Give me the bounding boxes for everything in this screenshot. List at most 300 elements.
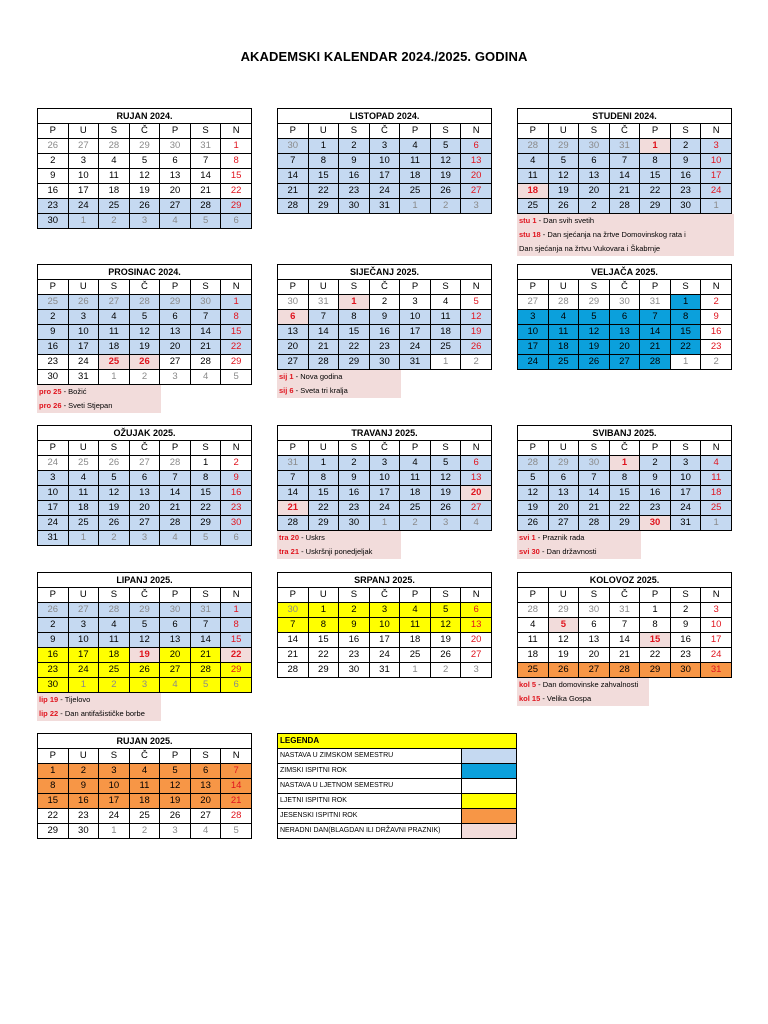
day-cell: 12 [129, 633, 160, 648]
day-cell: 14 [221, 779, 252, 794]
day-cell: 3 [518, 310, 549, 325]
day-cell: 27 [461, 184, 492, 199]
day-cell: 4 [400, 603, 431, 618]
weekday-header: S [579, 124, 610, 139]
weekday-header: P [278, 588, 309, 603]
day-cell: 12 [548, 633, 579, 648]
day-cell: 25 [129, 809, 160, 824]
month-title: PROSINAC 2024. [38, 265, 252, 280]
weekday-header: U [68, 749, 99, 764]
day-cell: 10 [369, 154, 400, 169]
day-cell: 16 [221, 486, 252, 501]
day-cell: 24 [701, 184, 732, 199]
day-cell: 4 [400, 456, 431, 471]
day-cell: 27 [99, 295, 130, 310]
day-cell: 1 [640, 603, 671, 618]
day-cell: 2 [129, 370, 160, 385]
weekday-header: P [160, 588, 191, 603]
day-cell: 22 [221, 340, 252, 355]
day-cell: 4 [190, 370, 221, 385]
legend-swatch [461, 749, 516, 764]
day-cell: 27 [609, 355, 640, 370]
legend [277, 733, 517, 839]
day-cell: 17 [369, 169, 400, 184]
day-cell: 7 [609, 618, 640, 633]
day-cell: 25 [99, 355, 130, 370]
day-cell: 10 [68, 325, 99, 340]
day-cell: 8 [339, 310, 370, 325]
day-cell: 28 [278, 516, 309, 531]
day-cell: 30 [670, 199, 701, 214]
day-cell: 28 [308, 355, 339, 370]
weekday-header: P [278, 280, 309, 295]
holiday-note [517, 692, 649, 706]
day-cell: 31 [369, 199, 400, 214]
day-cell: 30 [339, 516, 370, 531]
weekday-header: U [68, 280, 99, 295]
holiday-name: - Sveti Stjepan [61, 401, 113, 410]
day-cell: 9 [221, 471, 252, 486]
weekday-header: Č [369, 441, 400, 456]
day-cell: 26 [99, 456, 130, 471]
day-cell: 23 [640, 501, 671, 516]
day-cell: 30 [221, 516, 252, 531]
weekday-header: P [640, 441, 671, 456]
weekday-header: N [701, 441, 732, 456]
weekday-header: S [339, 441, 370, 456]
day-cell: 31 [609, 603, 640, 618]
day-cell: 2 [640, 456, 671, 471]
holiday-date: lip 22 [39, 709, 59, 718]
day-cell: 1 [670, 355, 701, 370]
day-cell: 11 [400, 618, 431, 633]
day-cell: 2 [38, 310, 69, 325]
day-cell: 2 [430, 199, 461, 214]
weekday-header: Č [129, 441, 160, 456]
day-cell: 2 [38, 618, 69, 633]
day-cell: 30 [38, 214, 69, 229]
holiday-date: pro 26 [39, 401, 62, 410]
month-calendar [277, 108, 492, 214]
weekday-header: N [221, 749, 252, 764]
day-cell: 19 [579, 340, 610, 355]
day-cell: 10 [518, 325, 549, 340]
day-cell: 18 [129, 794, 160, 809]
month-calendar [517, 425, 732, 559]
day-cell: 3 [38, 471, 69, 486]
day-cell: 3 [129, 531, 160, 546]
day-cell: 2 [68, 764, 99, 779]
day-cell: 8 [308, 154, 339, 169]
weekday-header: S [670, 124, 701, 139]
day-cell: 26 [548, 663, 579, 678]
day-cell: 18 [400, 486, 431, 501]
day-cell: 28 [579, 516, 610, 531]
day-cell: 1 [701, 199, 732, 214]
day-cell: 6 [548, 471, 579, 486]
weekday-header: S [579, 280, 610, 295]
month-calendar [37, 425, 252, 546]
weekday-header: P [278, 124, 309, 139]
day-cell: 11 [701, 471, 732, 486]
day-cell: 18 [99, 340, 130, 355]
weekday-header: Č [129, 749, 160, 764]
day-cell: 11 [400, 154, 431, 169]
day-cell: 26 [430, 648, 461, 663]
day-cell: 1 [99, 824, 130, 839]
month-calendar [37, 572, 252, 721]
day-cell: 28 [160, 456, 191, 471]
day-cell: 8 [308, 618, 339, 633]
day-cell: 11 [400, 471, 431, 486]
weekday-header: P [38, 441, 69, 456]
day-cell: 2 [701, 355, 732, 370]
day-cell: 19 [160, 794, 191, 809]
day-cell: 7 [190, 310, 221, 325]
weekday-header: P [640, 124, 671, 139]
day-cell: 24 [68, 663, 99, 678]
holiday-date: pro 25 [39, 387, 62, 396]
month-calendar [37, 733, 252, 839]
day-cell: 6 [579, 154, 610, 169]
day-cell: 29 [308, 199, 339, 214]
day-cell: 17 [400, 325, 431, 340]
day-cell: 25 [701, 501, 732, 516]
day-cell: 29 [548, 603, 579, 618]
day-cell: 1 [38, 764, 69, 779]
weekday-header: U [68, 124, 99, 139]
day-cell: 1 [400, 663, 431, 678]
day-cell: 22 [609, 501, 640, 516]
day-cell: 12 [430, 618, 461, 633]
holiday-note [517, 545, 641, 559]
weekday-header: U [548, 588, 579, 603]
holiday-name: - Velika Gospa [540, 694, 592, 703]
day-cell: 25 [518, 663, 549, 678]
day-cell: 29 [548, 456, 579, 471]
day-cell: 29 [221, 355, 252, 370]
day-cell: 27 [461, 648, 492, 663]
day-cell: 20 [278, 340, 309, 355]
holiday-date: svi 1 [519, 533, 536, 542]
day-cell: 7 [278, 618, 309, 633]
weekday-header: N [221, 280, 252, 295]
day-cell: 16 [38, 184, 69, 199]
day-cell: 10 [400, 310, 431, 325]
day-cell: 1 [640, 139, 671, 154]
day-cell: 12 [99, 486, 130, 501]
weekday-header: P [160, 441, 191, 456]
day-cell: 21 [278, 501, 309, 516]
day-cell: 23 [670, 184, 701, 199]
holiday-name: - Uskrs [299, 533, 325, 542]
day-cell: 21 [221, 794, 252, 809]
day-cell: 28 [190, 355, 221, 370]
day-cell: 3 [68, 618, 99, 633]
month-calendar [517, 572, 732, 706]
holiday-note [37, 385, 161, 399]
day-cell: 29 [548, 139, 579, 154]
day-cell: 30 [278, 603, 309, 618]
day-cell: 4 [99, 310, 130, 325]
day-cell: 20 [461, 633, 492, 648]
day-cell: 29 [221, 663, 252, 678]
day-cell: 20 [609, 340, 640, 355]
holiday-note [37, 399, 161, 413]
day-cell: 25 [400, 184, 431, 199]
day-cell: 5 [160, 764, 191, 779]
weekday-header: U [308, 441, 339, 456]
day-cell: 30 [369, 355, 400, 370]
weekday-header: S [190, 124, 221, 139]
day-cell: 13 [579, 633, 610, 648]
day-cell: 1 [369, 516, 400, 531]
day-cell: 9 [670, 618, 701, 633]
day-cell: 11 [518, 169, 549, 184]
holiday-date: sij 6 [279, 386, 294, 395]
day-cell: 25 [400, 501, 431, 516]
day-cell: 16 [670, 169, 701, 184]
day-cell: 4 [548, 310, 579, 325]
day-cell: 7 [308, 310, 339, 325]
day-cell: 31 [609, 139, 640, 154]
day-cell: 9 [339, 154, 370, 169]
holiday-date: kol 15 [519, 694, 541, 703]
day-cell: 9 [640, 471, 671, 486]
day-cell: 28 [518, 603, 549, 618]
day-cell: 14 [640, 325, 671, 340]
day-cell: 15 [640, 169, 671, 184]
day-cell: 1 [68, 531, 99, 546]
day-cell: 3 [160, 824, 191, 839]
day-cell: 17 [68, 648, 99, 663]
day-cell: 5 [129, 154, 160, 169]
day-cell: 6 [461, 139, 492, 154]
day-cell: 22 [190, 501, 221, 516]
day-cell: 24 [68, 355, 99, 370]
weekday-header: Č [129, 588, 160, 603]
day-cell: 9 [339, 618, 370, 633]
month-title: RUJAN 2025. [38, 734, 252, 749]
day-cell: 15 [221, 325, 252, 340]
day-cell: 21 [609, 184, 640, 199]
day-cell: 7 [190, 618, 221, 633]
month-calendar [277, 572, 492, 678]
day-cell: 10 [670, 471, 701, 486]
day-cell: 21 [190, 340, 221, 355]
holiday-note [517, 242, 734, 256]
day-cell: 29 [640, 199, 671, 214]
day-cell: 4 [701, 456, 732, 471]
day-cell: 2 [339, 603, 370, 618]
weekday-header: N [461, 441, 492, 456]
weekday-header: U [548, 280, 579, 295]
day-cell: 26 [38, 139, 69, 154]
day-cell: 17 [369, 633, 400, 648]
day-cell: 1 [339, 295, 370, 310]
day-cell: 14 [609, 633, 640, 648]
day-cell: 10 [99, 779, 130, 794]
weekday-header: S [99, 124, 130, 139]
day-cell: 30 [160, 139, 191, 154]
day-cell: 21 [160, 501, 191, 516]
day-cell: 28 [129, 295, 160, 310]
day-cell: 16 [640, 486, 671, 501]
holiday-name: Dan sjećanja na žrtvu Vukovara i Škabrnje [519, 244, 661, 253]
day-cell: 11 [430, 310, 461, 325]
day-cell: 30 [579, 139, 610, 154]
legend-label: NASTAVA U LJETNOM SEMESTRU [278, 779, 462, 794]
day-cell: 18 [701, 486, 732, 501]
day-cell: 10 [68, 633, 99, 648]
day-cell: 16 [38, 648, 69, 663]
day-cell: 28 [609, 663, 640, 678]
day-cell: 6 [190, 764, 221, 779]
day-cell: 27 [68, 603, 99, 618]
weekday-header: P [518, 588, 549, 603]
day-cell: 26 [548, 199, 579, 214]
day-cell: 23 [369, 340, 400, 355]
weekday-header: Č [129, 124, 160, 139]
day-cell: 1 [308, 139, 339, 154]
day-cell: 6 [461, 603, 492, 618]
day-cell: 26 [99, 516, 130, 531]
day-cell: 29 [190, 516, 221, 531]
day-cell: 25 [518, 199, 549, 214]
day-cell: 14 [308, 325, 339, 340]
day-cell: 20 [461, 486, 492, 501]
day-cell: 23 [701, 340, 732, 355]
day-cell: 5 [430, 603, 461, 618]
weekday-header: U [308, 588, 339, 603]
day-cell: 13 [461, 154, 492, 169]
weekday-header: S [190, 280, 221, 295]
day-cell: 15 [670, 325, 701, 340]
legend-label: NERADNI DAN(BLAGDAN ILI DRŽAVNI PRAZNIK) [278, 824, 462, 839]
holiday-name: - Dan državnosti [539, 547, 597, 556]
day-cell: 7 [609, 154, 640, 169]
day-cell: 26 [518, 516, 549, 531]
day-cell: 8 [38, 779, 69, 794]
day-cell: 10 [38, 486, 69, 501]
day-cell: 21 [308, 340, 339, 355]
day-cell: 1 [308, 603, 339, 618]
weekday-header: P [518, 441, 549, 456]
day-cell: 26 [160, 809, 191, 824]
day-cell: 24 [68, 199, 99, 214]
day-cell: 12 [579, 325, 610, 340]
day-cell: 2 [670, 139, 701, 154]
day-cell: 3 [369, 139, 400, 154]
day-cell: 20 [129, 501, 160, 516]
day-cell: 25 [99, 199, 130, 214]
day-cell: 5 [430, 456, 461, 471]
day-cell: 18 [518, 184, 549, 199]
day-cell: 30 [68, 824, 99, 839]
day-cell: 3 [68, 154, 99, 169]
holiday-name: - Uskršnji ponedjeljak [299, 547, 373, 556]
day-cell: 27 [68, 139, 99, 154]
day-cell: 23 [221, 501, 252, 516]
holiday-note [517, 228, 734, 242]
month-title: LISTOPAD 2024. [278, 109, 492, 124]
day-cell: 14 [160, 486, 191, 501]
day-cell: 12 [461, 310, 492, 325]
day-cell: 31 [308, 295, 339, 310]
month-calendar [517, 264, 732, 370]
day-cell: 7 [160, 471, 191, 486]
day-cell: 19 [548, 648, 579, 663]
day-cell: 12 [430, 154, 461, 169]
day-cell: 30 [609, 295, 640, 310]
day-cell: 6 [579, 618, 610, 633]
day-cell: 16 [339, 486, 370, 501]
month-title: SVIBANJ 2025. [518, 426, 732, 441]
weekday-header: S [99, 441, 130, 456]
day-cell: 26 [579, 355, 610, 370]
day-cell: 30 [579, 456, 610, 471]
day-cell: 13 [160, 325, 191, 340]
weekday-header: U [68, 441, 99, 456]
day-cell: 16 [339, 633, 370, 648]
day-cell: 5 [190, 678, 221, 693]
day-cell: 13 [579, 169, 610, 184]
day-cell: 9 [38, 169, 69, 184]
day-cell: 11 [99, 325, 130, 340]
day-cell: 11 [68, 486, 99, 501]
month-title: LIPANJ 2025. [38, 573, 252, 588]
day-cell: 23 [339, 184, 370, 199]
day-cell: 5 [579, 310, 610, 325]
weekday-header: S [339, 124, 370, 139]
weekday-header: S [430, 124, 461, 139]
day-cell: 17 [369, 486, 400, 501]
weekday-header: S [99, 588, 130, 603]
day-cell: 24 [369, 184, 400, 199]
day-cell: 17 [68, 184, 99, 199]
day-cell: 1 [701, 516, 732, 531]
day-cell: 27 [160, 199, 191, 214]
day-cell: 27 [129, 456, 160, 471]
day-cell: 1 [99, 370, 130, 385]
day-cell: 26 [38, 603, 69, 618]
day-cell: 3 [400, 295, 431, 310]
day-cell: 13 [129, 486, 160, 501]
day-cell: 28 [518, 139, 549, 154]
day-cell: 14 [579, 486, 610, 501]
day-cell: 8 [640, 618, 671, 633]
day-cell: 19 [129, 340, 160, 355]
day-cell: 11 [548, 325, 579, 340]
day-cell: 3 [461, 663, 492, 678]
weekday-header: U [548, 124, 579, 139]
weekday-header: P [518, 124, 549, 139]
day-cell: 4 [160, 678, 191, 693]
day-cell: 28 [518, 456, 549, 471]
day-cell: 30 [640, 516, 671, 531]
month-title: TRAVANJ 2025. [278, 426, 492, 441]
month-title: SRPANJ 2025. [278, 573, 492, 588]
day-cell: 6 [461, 456, 492, 471]
month-title: STUDENI 2024. [518, 109, 732, 124]
legend-label: JESENSKI ISPITNI ROK [278, 809, 462, 824]
day-cell: 20 [579, 184, 610, 199]
day-cell: 21 [609, 648, 640, 663]
day-cell: 25 [68, 516, 99, 531]
day-cell: 31 [278, 456, 309, 471]
day-cell: 25 [400, 648, 431, 663]
day-cell: 3 [68, 310, 99, 325]
